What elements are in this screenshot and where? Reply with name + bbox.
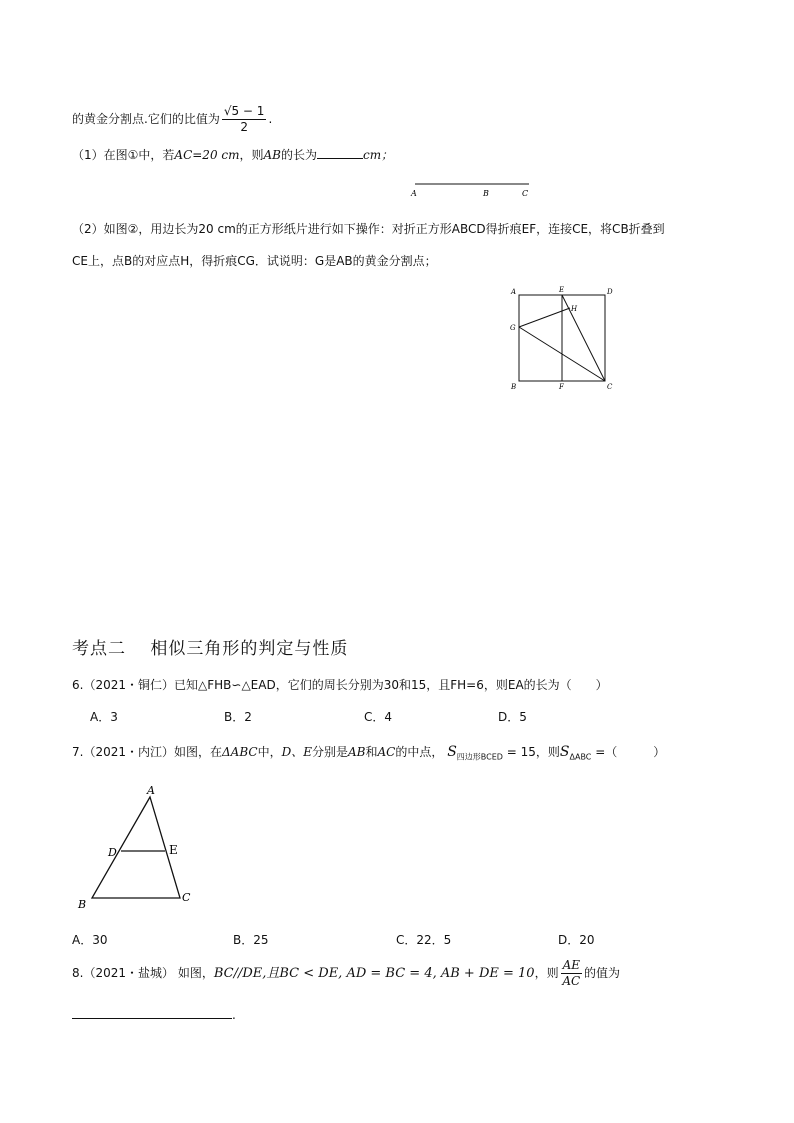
question-6 — [72, 676, 608, 693]
q8-stem-b: ，则 — [534, 966, 559, 980]
q6-source: （2021・铜仁） — [83, 678, 174, 692]
q7-stem-d: 和 — [365, 745, 378, 759]
figure-2-square — [505, 283, 620, 393]
golden-ratio-fraction — [222, 104, 267, 135]
q8-stem-a: 如图， — [174, 966, 214, 980]
q7-stem-f: ，则 — [535, 745, 560, 759]
fig3-label-d: D — [108, 846, 117, 859]
q7-stem-b: 中， — [257, 745, 282, 759]
q7-stem-e: 的中点， — [395, 745, 444, 759]
fig2-label-b: B — [511, 383, 517, 391]
q7-de: D、E — [281, 745, 312, 759]
fig1-label-c: C — [522, 189, 529, 198]
q7-area-subscript: 四边形BCED — [456, 752, 503, 762]
q8-answer-line — [72, 1008, 236, 1022]
q7-option-d[interactable]: D．20 — [558, 933, 595, 947]
q8-fraction — [561, 958, 582, 989]
q7-ab: AB — [348, 745, 366, 759]
q1-middle: ，则 — [239, 148, 264, 162]
fig3-label-e: E — [169, 843, 178, 857]
q6-number: 6. — [72, 678, 84, 692]
q7-option-c[interactable]: C．22．5 — [396, 933, 452, 947]
fraction-denominator: 2 — [240, 120, 248, 134]
q8-stem-c: 的值为 — [584, 966, 621, 980]
q7-option-a[interactable]: A．30 — [72, 933, 108, 947]
fig2-label-e: E — [559, 286, 565, 294]
fig3-label-a: A — [147, 784, 155, 797]
period: . — [268, 112, 273, 126]
q7-ac: AC — [377, 745, 396, 759]
fig2-label-h: H — [571, 305, 578, 313]
q1-unit: cm； — [363, 148, 394, 162]
q8-answer-blank[interactable] — [72, 1018, 232, 1019]
q7-option-b[interactable]: B．25 — [233, 933, 269, 947]
q8-fraction-denominator: AC — [562, 974, 581, 988]
q8-source: （2021・盐城） — [83, 966, 174, 980]
fig2-label-g: G — [510, 324, 516, 332]
question-7 — [72, 743, 665, 762]
figure-3-triangle — [72, 782, 202, 912]
q6-option-a[interactable]: A．3 — [90, 710, 118, 724]
q6-option-c[interactable]: C．4 — [364, 710, 393, 724]
q1-suffix: 的长为 — [281, 148, 318, 162]
q1-prefix: （1）在图①中，若 — [72, 148, 175, 162]
q7-area2-symbol: S — [559, 744, 570, 760]
fig1-label-b: B — [483, 189, 489, 198]
fig2-label-c: C — [607, 383, 613, 391]
q1-answer-blank[interactable] — [317, 158, 363, 159]
q7-area-symbol: S — [447, 744, 457, 760]
q8-fraction-numerator: AE — [562, 958, 581, 972]
question-8 — [72, 958, 620, 989]
fraction-numerator: √5 − 1 — [223, 104, 265, 118]
q6-stem: 已知△FHB∽△EAD，它们的周长分别为30和15，且FH=6，则EA的长为（ ） — [174, 678, 608, 692]
q7-area2-subscript: ΔABC — [569, 752, 592, 762]
q1-ac-expression: AC=20 cm — [174, 148, 240, 162]
q8-condition: BC//DE,且BC < DE, AD = BC = 4, AB + DE = 10 — [213, 966, 535, 981]
fig2-label-a: A — [511, 288, 517, 296]
q7-number: 7. — [72, 745, 84, 759]
q6-option-d[interactable]: D．5 — [498, 710, 527, 724]
fig3-label-b: B — [78, 898, 87, 911]
question-1 — [72, 146, 393, 163]
q7-stem-g: =（ ） — [591, 745, 666, 759]
q7-triangle: ΔABC — [222, 745, 258, 759]
fig3-label-c: C — [182, 891, 191, 904]
figure-1-segment — [405, 176, 540, 200]
q8-end: . — [232, 1008, 236, 1022]
q8-number: 8. — [72, 966, 84, 980]
q7-stem-a: 如图，在 — [174, 745, 223, 759]
fig2-label-d: D — [607, 288, 613, 296]
question-2-line1: （2）如图②，用边长为20 cm的正方形纸片进行如下操作：对折正方形ABCD得折痕EF，连接CE，将CB折叠到 — [72, 222, 665, 236]
q7-stem-c: 分别是 — [311, 745, 348, 759]
fig2-label-f: F — [559, 383, 564, 391]
q7-area-value: = 15 — [502, 745, 536, 759]
golden-ratio-line — [72, 104, 272, 135]
q7-source: （2021・内江） — [83, 745, 174, 759]
golden-ratio-text: 的黄金分割点.它们的比值为 — [72, 112, 220, 126]
q1-ab-label: AB — [263, 148, 281, 162]
q6-option-b[interactable]: B．2 — [224, 710, 252, 724]
fig1-label-a: A — [411, 189, 417, 198]
question-2-line2: CE上，点B的对应点H，得折痕CG．试说明：G是AB的黄金分割点； — [72, 254, 437, 268]
section-title: 考点二 相似三角形的判定与性质 — [72, 639, 349, 659]
